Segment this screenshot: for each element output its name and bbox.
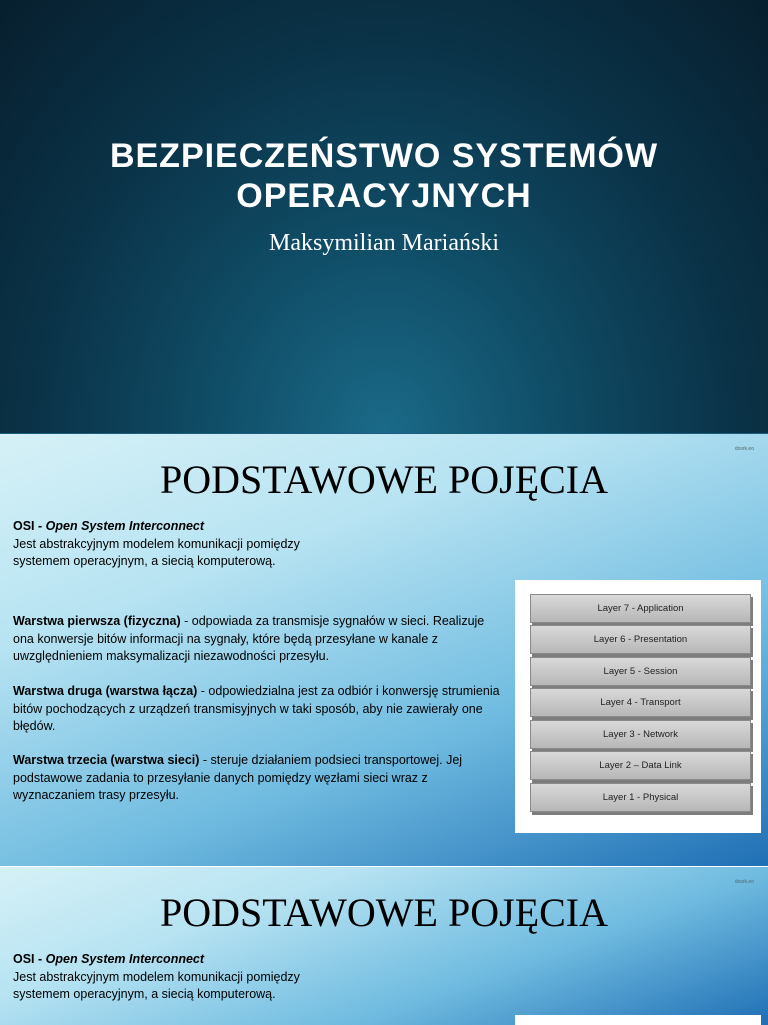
layer1-desc: - odpowiada za transmisje sygnałów w sieci. Realizuje ona konwersje bitów informacji na sygnały, które będą przesyłane w kanale z uwzględnieniem maksymalizacji niezawodności przesyłu. [13,614,485,663]
osi-label: OSI - [13,952,46,966]
osi-label: OSI - [13,519,46,533]
osi-model-diagram [515,580,761,833]
osi-layer-7: Layer 7 - Application [530,594,751,623]
osi-desc-line-2: systemem operacyjnym, a siecią komputerową. [13,987,276,1001]
osi-layer-4: Layer 4 - Transport [530,688,751,717]
osi-desc-line-1: Jest abstrakcyjnym modelem komunikacji pomiędzy [13,536,300,551]
layer2-desc: - odpowiedzialna jest za odbiór i konwersję strumienia bitów pochodzących z urządzeń transmisyjnych w taki sposób, aby nie zawierały one błędów. [13,684,500,733]
osi-layer-2: Layer 2 – Data Link [530,751,751,780]
layer2-title: Warstwa druga (warstwa łącza) [13,684,198,698]
slide-heading: PODSTAWOWE POJĘCIA [159,890,609,935]
osi-layer-1: Layer 1 - Physical [530,783,751,812]
osi-definition [13,951,503,1004]
layer1-paragraph [13,613,503,666]
slide-heading: PODSTAWOWE POJĘCIA [159,457,609,502]
osi-full-name: Open System Interconnect [45,952,205,966]
osi-layer-5: Layer 5 - Session [530,657,751,686]
layer3-paragraph [13,752,503,805]
title-line-2: OPERACYJNYCH [236,177,532,215]
title-slide [0,0,768,433]
osi-full-name: Open System Interconnect [45,519,205,533]
content-slide-3 [0,867,768,1025]
presentation-title [0,136,768,216]
corner-watermark: dosrk.eo [734,879,754,885]
content-slide-2 [0,433,768,866]
layer3-title: Warstwa trzecia (warstwa sieci) [13,753,200,767]
layer1-title: Warstwa pierwsza (fizyczna) [13,614,181,628]
layer3-desc: - steruje działaniem podsieci transportowej. Jej podstawowe zadania to przesyłanie danych pomiędzy węzłami sieci wraz z wyznaczaniem trasy przesyłu. [13,753,463,802]
osi-layer-3: Layer 3 - Network [530,720,751,749]
author-name: Maksymilian Mariański [269,230,499,256]
osi-desc-line-1: Jest abstrakcyjnym modelem komunikacji pomiędzy [13,969,300,984]
osi-desc-line-2: systemem operacyjnym, a siecią komputerową. [13,554,276,568]
layer2-paragraph [13,683,503,736]
osi-layer-6: Layer 6 - Presentation [530,625,751,654]
title-line-1: BEZPIECZEŃSTWO SYSTEMÓW [109,137,659,175]
corner-watermark: dosrk.eo [734,446,754,452]
osi-definition [13,518,503,571]
